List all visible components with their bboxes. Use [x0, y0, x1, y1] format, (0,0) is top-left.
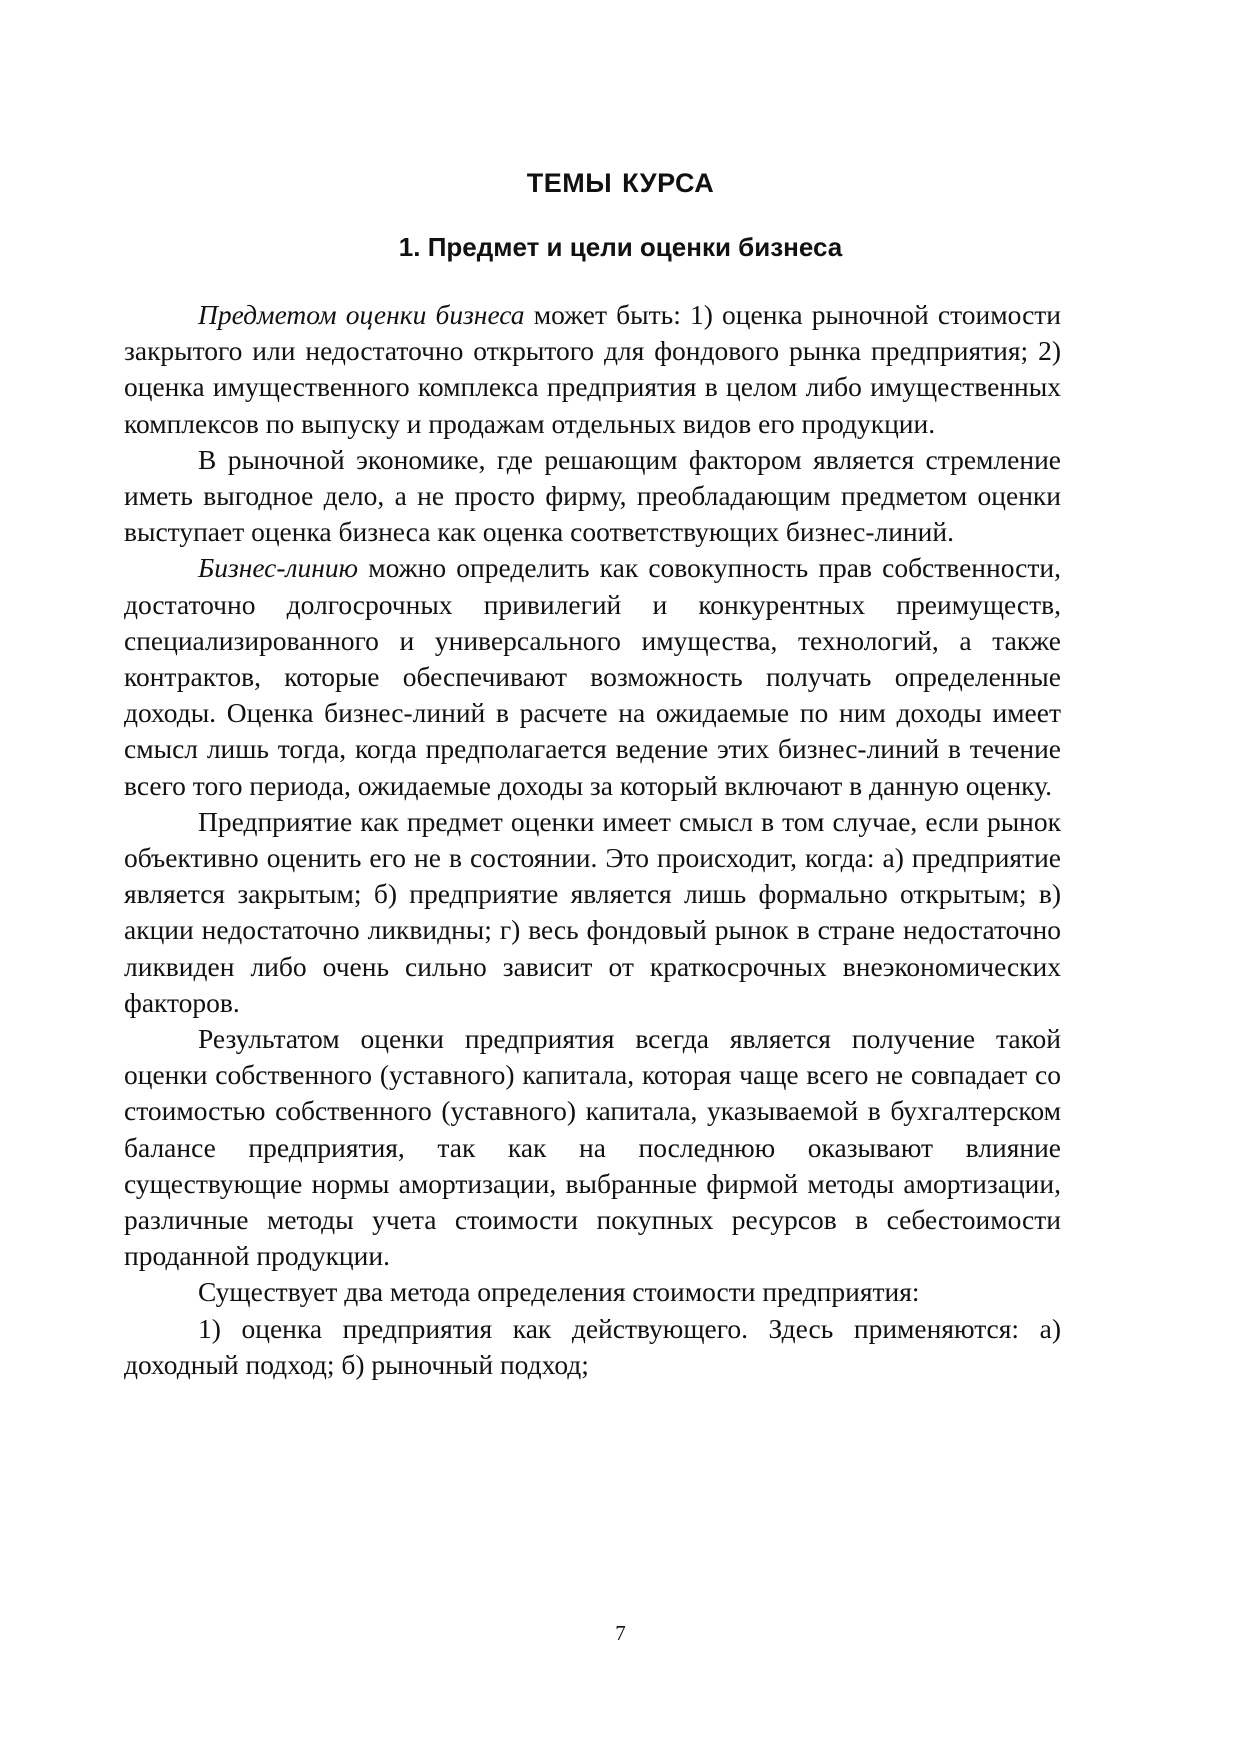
- paragraph-2: В рыночной экономике, где решающим фактором является стремление иметь выгодное дело, а не просто фирму, преобладающим предметом оценки выступает оценка бизнеса как оценка соответствующих бизнес-линий.: [124, 443, 1061, 548]
- section-heading: 1. Предмет и цели оценки бизнеса: [398, 232, 843, 262]
- paragraph-3-text: можно определить как совокупность прав собственности, достаточно долгосрочных привилегий и конкурентных преимуществ, специализированного и универсального имущества, технологий, а также контрактов, которые обеспечивают возможность получать определенные доходы. Оценка бизнес-линий в расчете на ожидаемые по ним доходы имеет смысл лишь тогда, когда предполагается ведение этих бизнес-линий в течение всего того периода, ожидаемые доходы за который включают в данную оценку.: [124, 552, 1061, 801]
- paragraph-1-italic-term: Предметом оценки бизнеса: [198, 299, 525, 330]
- page-title: [0, 166, 1241, 200]
- paragraph-1: [124, 297, 1061, 442]
- page-number: 7: [615, 1621, 626, 1645]
- page-title-word-2: КУРСА: [622, 168, 715, 198]
- paragraph-3: [124, 550, 1061, 803]
- paragraph-6: Существует два метода определения стоимости предприятия:: [198, 1276, 920, 1308]
- paragraph-5: Результатом оценки предприятия всегда является получение такой оценки собственного (уставного) капитала, которая чаще всего не совпадает со стоимостью собственного (уставного) капитала, указываемой в бухгалтерском балансе предприятия, так как на последнюю оказывают влияние существующие нормы амортизации, выбранные фирмой методы амортизации, различные методы учета стоимости покупных ресурсов в себестоимости проданной продукции.: [124, 1023, 1061, 1272]
- page-title-word-1: ТЕМЫ: [526, 168, 613, 198]
- paragraph-1-text: может быть: 1) оценка рыночной стоимости закрытого или недостаточно открытого для фондового рынка предприятия; 2) оценка имущественного комплекса предприятия в целом либо имущественных комплексов по выпуску и продажам отдельных видов его продукции.: [124, 299, 1062, 439]
- paragraph-7: 1) оценка предприятия как действующего. Здесь применяются: а) доходный подход; б) рыночный подход;: [124, 1312, 1061, 1380]
- paragraph-4: Предприятие как предмет оценки имеет смысл в том случае, если рынок объективно оценить его не в состоянии. Это происходит, когда: а) предприятие является закрытым; б) предприятие является лишь формально открытым; в) акции недостаточно ликвидны; г) весь фондовый рынок в стране недостаточно ликвиден либо очень сильно зависит от краткосрочных внеэкономических факторов.: [124, 805, 1061, 1018]
- paragraph-3-italic-term: Бизнес-линию: [198, 552, 359, 584]
- body-text: [124, 297, 1061, 1383]
